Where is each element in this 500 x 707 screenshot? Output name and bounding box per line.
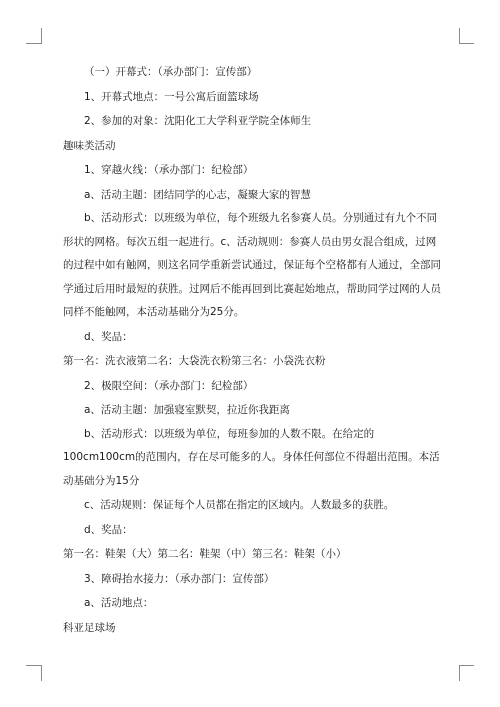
activity-2-prizes-label: d、奖品： xyxy=(84,523,133,536)
activity-1-prizes: 第一名：洗衣液第二名：大袋洗衣粉第三名：小袋洗衣粉 xyxy=(63,355,326,367)
opening-ceremony-heading: （一）开幕式：（承办部门：宣传部） xyxy=(84,66,258,78)
activity-1-prizes-label: d、奖品： xyxy=(84,330,133,343)
activity-3-location: 科亚足球场 xyxy=(63,621,116,634)
crop-mark-top-left-v xyxy=(41,28,42,44)
fun-activities-heading: 趣味类活动 xyxy=(63,139,116,152)
crop-mark-bottom-left-v xyxy=(41,665,42,681)
activity-3-heading: 3、障碍抬水接力：（承办部门：宣传部） xyxy=(84,572,275,585)
activity-1-format-rules: b、活动形式：以班级为单位，每个班级九名参赛人员。分别通过有九个不同形状的网格。每次五组一起进行。c、活动规则：参赛人员由男女混合组成，过网的过程中如有触网，则这名同学重新尝试通过，保证每个空格都有人通过，全部同学通过后用时最短的获胜。过网后不能再回到比赛起始地点，帮助同学过网的人员同样不能触网，本活动基础分为25分。 xyxy=(63,212,441,318)
crop-mark-bottom-right-h xyxy=(459,665,474,666)
crop-mark-top-left-h xyxy=(26,43,41,44)
activity-2-heading: 2、极限空间：（承办部门：纪检部） xyxy=(84,379,254,392)
opening-ceremony-location: 1、开幕式地点：一号公寓后面篮球场 xyxy=(84,90,259,103)
activity-1-heading: 1、穿越火线：（承办部门：纪检部） xyxy=(84,164,254,176)
activity-3-location-label: a、活动地点： xyxy=(84,597,154,609)
activity-2-prizes: 第一名：鞋架（大）第二名：鞋架（中）第三名：鞋架（小） xyxy=(63,548,347,560)
crop-mark-top-right-h xyxy=(459,43,474,44)
crop-mark-top-right-v xyxy=(459,28,460,44)
activity-1-theme: a、活动主题：团结同学的心志，凝聚大家的智慧 xyxy=(84,188,311,201)
activity-2-format: b、活动形式：以班级为单位，每班参加的人数不限。在给定的100cm100cm的范围内，存在尽可能多的人。身体任何部位不得超出范围。本活动基础分为15分 xyxy=(63,427,440,487)
crop-mark-bottom-left-h xyxy=(26,665,41,666)
document-body xyxy=(63,60,443,640)
activity-2-rules: c、活动规则：保证每个人员都在指定的区域内。人数最多的获胜。 xyxy=(84,499,395,511)
participants-line: 2、参加的对象：沈阳化工大学科亚学院全体师生 xyxy=(84,115,312,127)
crop-mark-bottom-right-v xyxy=(459,665,460,681)
activity-2-theme: a、活动主题：加强寝室默契，拉近你我距离 xyxy=(84,404,290,416)
